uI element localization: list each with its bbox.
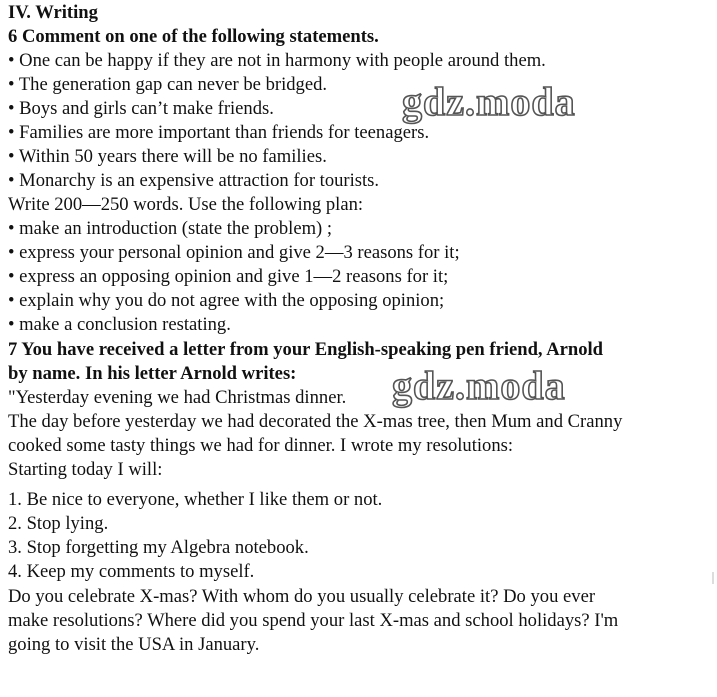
plan-item: • make an introduction (state the problem) ; <box>8 218 333 239</box>
statement-item: • Boys and girls can’t make friends. <box>8 98 274 119</box>
task-6-title: 6 Comment on one of the following statements. <box>8 26 379 47</box>
letter-line: going to visit the USA in January. <box>8 634 260 655</box>
plan-item: • make a conclusion restating. <box>8 314 231 335</box>
letter-line: cooked some tasty things we had for dinner. I wrote my resolutions: <box>8 435 514 456</box>
letter-line: make resolutions? Where did you spend your last X-mas and school holidays? I'm <box>8 610 619 631</box>
plan-item: • express your personal opinion and give 2—3 reasons for it; <box>8 242 460 263</box>
letter-line: Starting today I will: <box>8 459 163 480</box>
statement-item: • The generation gap can never be bridged. <box>8 74 328 95</box>
letter-list-item: 1. Be nice to everyone, whether I like them or not. <box>8 489 383 510</box>
statement-item: • Families are more important than friends for teenagers. <box>8 122 430 143</box>
scan-mark <box>712 572 714 584</box>
letter-line: The day before yesterday we had decorated the X-mas tree, then Mum and Cranny <box>8 411 623 432</box>
section-heading: IV. Writing <box>8 2 98 23</box>
letter-list-item: 3. Stop forgetting my Algebra notebook. <box>8 537 309 558</box>
letter-line: Do you celebrate X-mas? With whom do you usually celebrate it? Do you ever <box>8 586 596 607</box>
watermark: gdz.moda <box>402 79 576 124</box>
task-7-title-line-1: 7 You have received a letter from your English-speaking pen friend, Arnold <box>8 339 604 360</box>
plan-item: • express an opposing opinion and give 1—2 reasons for it; <box>8 266 449 287</box>
plan-item: • explain why you do not agree with the opposing opinion; <box>8 290 445 311</box>
statement-item: • Within 50 years there will be no families. <box>8 146 327 167</box>
watermark: gdz.moda <box>392 363 566 408</box>
statement-item: • Monarchy is an expensive attraction for tourists. <box>8 170 380 191</box>
letter-list-item: 2. Stop lying. <box>8 513 109 534</box>
task-7-title-line-2: by name. In his letter Arnold writes: <box>8 363 297 384</box>
letter-list-item: 4. Keep my comments to myself. <box>8 561 255 582</box>
statement-item: • One can be happy if they are not in harmony with people around them. <box>8 50 546 71</box>
letter-line: "Yesterday evening we had Christmas dinner. <box>8 387 347 408</box>
task-6-instruction: Write 200—250 words. Use the following plan: <box>8 194 364 215</box>
